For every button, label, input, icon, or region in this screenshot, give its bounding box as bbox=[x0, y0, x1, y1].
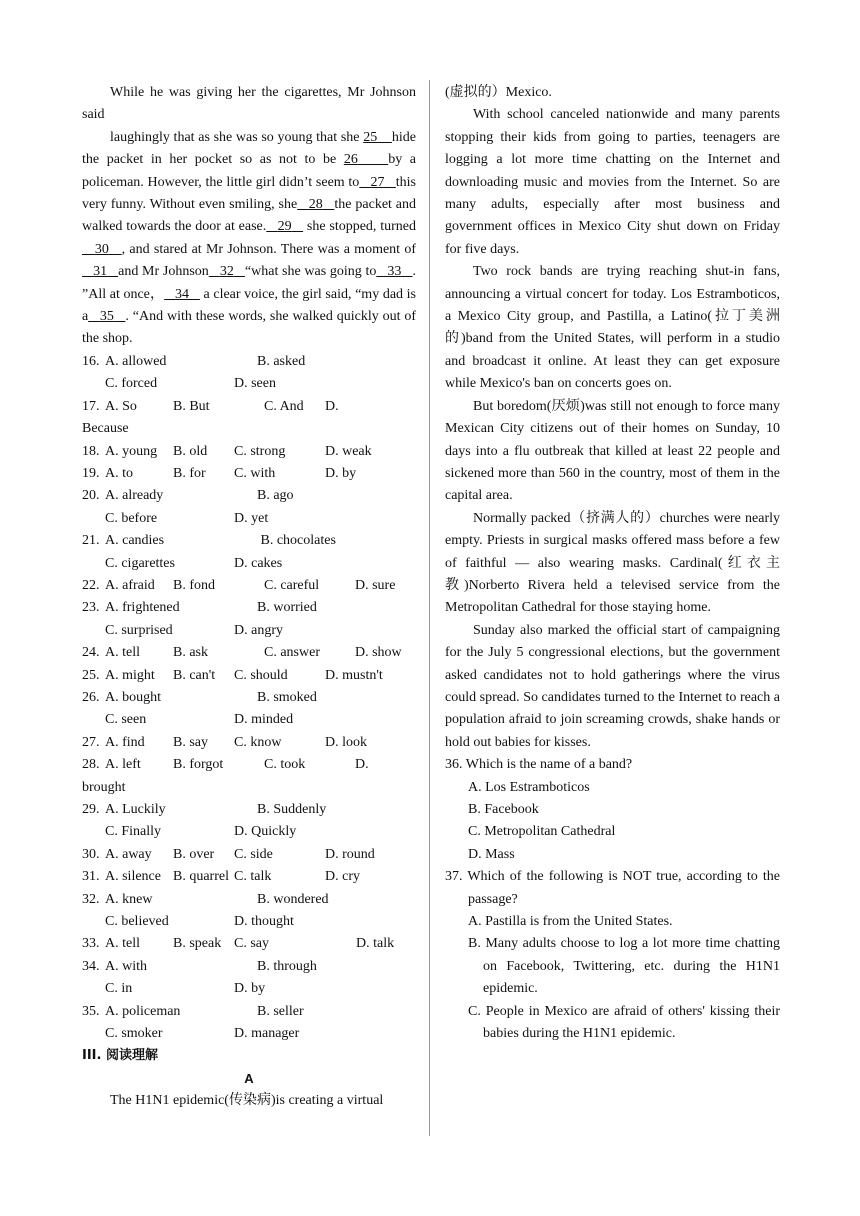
q36-option-b: B. Facebook bbox=[468, 802, 539, 817]
paragraph-4: Normally packed（挤满人的）churches were nearly empty. Priests in surgical masks offered mass before a few of faithful — also wearing masks. Cardinal(红衣主教)Norberto Rivera held a televised service from the Metropolitan Cathedral for those staying home. bbox=[445, 510, 780, 616]
question-28-wrap: brought bbox=[82, 779, 126, 795]
blank-35: 35 bbox=[99, 309, 114, 325]
question-29: 29. A. Luckily B. Suddenly bbox=[82, 802, 327, 817]
blank-33: 33 bbox=[387, 264, 402, 280]
question-21: 21. A. candies B. chocolates bbox=[82, 533, 336, 549]
question-20: 20. A. already B. ago bbox=[82, 488, 294, 504]
question-29-line2: C. Finally D. Quickly bbox=[105, 824, 297, 840]
question-23: 23. A. frightened B. worried bbox=[82, 600, 317, 616]
cloze-text: . “And with these words, she walked quickly out of the shop. bbox=[82, 309, 417, 347]
question-20-line2: C. before D. yet bbox=[105, 510, 269, 526]
option-b: B. asked bbox=[257, 353, 306, 369]
q37-option-c: C. People in Mexico are afraid of others' kissing their babies during the H1N1 epidemic. bbox=[468, 1003, 780, 1042]
question-31: 31. A. silence B. quarrel C. talk D. cry bbox=[82, 869, 360, 885]
question-35: 35. A. policeman B. seller bbox=[82, 1003, 304, 1019]
passage-line: While he was giving her the cigarettes, Mr Johnson said bbox=[82, 85, 416, 123]
passage-start: The H1N1 epidemic(传染病)is creating a virtual bbox=[110, 1093, 384, 1109]
cloze-text: by a policeman. However, the little girl didn’t seem to bbox=[82, 152, 417, 190]
question-34-line2: C. in D. by bbox=[105, 981, 266, 997]
cloze-text: a clear voice, the girl said, “my dad is a bbox=[82, 286, 416, 325]
left-column bbox=[82, 82, 416, 1113]
option-c: C. And bbox=[264, 398, 304, 414]
question-18: 18. A. young B. old C. strong D. weak bbox=[82, 443, 372, 459]
cloze-text: , and stared at Mr Johnson. There was a moment of bbox=[121, 241, 417, 257]
question-32-line2: C. believed D. thought bbox=[105, 914, 294, 930]
question-19: 19. A. to B. for C. with D. by bbox=[82, 465, 357, 481]
question-32: 32. A. knew B. wondered bbox=[82, 891, 329, 907]
question-27: 27. A. find B. say C. know D. look bbox=[82, 734, 367, 750]
option-d: D. seen bbox=[234, 376, 276, 392]
cloze-text: she stopped, turned bbox=[303, 219, 416, 235]
cloze-text: the packet and walked towards the door at ease. bbox=[82, 197, 417, 235]
paragraph-1: With school canceled nationwide and many parents stopping their kids from going to parties, teenagers are logging a lot more time chatting on the Internet and downloading music and movies from the Internet. So are many adults, especially after most business and government offices in Mexico City shut down on Friday for five days. bbox=[445, 107, 780, 257]
question-35-line2: C. smoker D. manager bbox=[105, 1026, 300, 1042]
option-b: B. But bbox=[173, 398, 210, 414]
question-16: 16. A. allowed B. asked bbox=[82, 351, 416, 373]
passage-label: A bbox=[244, 1070, 254, 1086]
cloze-paragraph bbox=[82, 127, 416, 351]
cloze-text: . ”All at once， bbox=[82, 264, 416, 302]
question-30: 30. A. away B. over C. side D. round bbox=[82, 846, 375, 862]
question-23-line2: C. surprised D. angry bbox=[105, 622, 283, 638]
blank-28: 28 bbox=[308, 197, 323, 213]
column-divider bbox=[429, 80, 430, 1136]
blank-34: 34 bbox=[175, 286, 190, 302]
question-37-stem: 37. Which of the following is NOT true, according to the passage? bbox=[445, 869, 780, 907]
question-17: 17. A. So B. But C. And D. bbox=[82, 396, 416, 418]
option-a: A. So bbox=[105, 398, 137, 414]
question-25: 25. A. might B. can't C. should D. mustn't bbox=[82, 667, 383, 683]
blank-26: 26 bbox=[343, 152, 358, 168]
question-21-line2: C. cigarettes D. cakes bbox=[105, 555, 283, 571]
blank-25: 25 bbox=[363, 129, 378, 145]
passage-continuation: (虚拟的）Mexico. bbox=[445, 85, 552, 100]
question-34: 34. A. with B. through bbox=[82, 958, 317, 974]
question-16-line2 bbox=[82, 373, 416, 395]
option-a: A. allowed bbox=[105, 353, 167, 369]
right-column bbox=[445, 82, 780, 1045]
question-17-wrap: Because bbox=[82, 421, 129, 437]
blank-32: 32 bbox=[219, 264, 234, 280]
option-d: D. bbox=[325, 398, 339, 414]
question-26: 26. A. bought B. smoked bbox=[82, 689, 317, 705]
cloze-text: this very funny. Without even smiling, she bbox=[82, 174, 417, 213]
blank-27: 27 bbox=[370, 174, 385, 190]
cloze-text: hide the packet in her pocket so as not to be bbox=[82, 129, 417, 168]
paragraph-2: Two rock bands are trying reaching shut-in fans, announcing a virtual concert for today. Los Estramboticos, a Mexico City group, and Pastilla, a Latino(拉丁美洲的)band from the United States, will perform in a studio and broadcast it online. At least they can get exposure while Mexico's ban on concerts goes on. bbox=[445, 264, 780, 392]
option-c: C. forced bbox=[105, 376, 158, 392]
section-title: III. 阅读理解 bbox=[82, 1048, 158, 1064]
question-26-line2: C. seen D. minded bbox=[105, 712, 294, 728]
paragraph-5: Sunday also marked the official start of campaigning for the July 5 congressional elections, but the government asked candidates not to hold gatherings where the virus could spread. So candidates turned to the Internet to reach a population afraid to join screaming crowds, shake hands or hold out babies for kisses. bbox=[445, 622, 780, 750]
paragraph-3: But boredom(厌烦)was still not enough to force many Mexican City citizens out of their homes on Sunday, 10 days into a flu outbreak that killed at least 22 people and sickened more than 560 in the country, most of them in the capital area. bbox=[445, 398, 780, 504]
blank-30: 30 bbox=[94, 241, 109, 257]
cloze-text: and Mr Johnson bbox=[118, 264, 209, 280]
question-28: 28. A. left B. forgot C. took D. bbox=[82, 757, 369, 773]
q37-option-a: A. Pastilla is from the United States. bbox=[468, 914, 673, 930]
q37-option-b: B. Many adults choose to log a lot more time chatting on Facebook, Twittering, etc. during the H1N1 epidemic. bbox=[468, 936, 780, 997]
passage-line: laughingly that as she was so young that she bbox=[110, 129, 360, 145]
cloze-text: “what she was going to bbox=[244, 264, 377, 280]
q36-option-a: A. Los Estramboticos bbox=[468, 779, 590, 795]
blank-29: 29 bbox=[277, 219, 292, 235]
question-24: 24. A. tell B. ask C. answer D. show bbox=[82, 645, 402, 661]
question-22: 22. A. afraid B. fond C. careful D. sure bbox=[82, 577, 396, 593]
blank-31: 31 bbox=[93, 264, 108, 280]
question-33: 33. A. tell B. speak C. say D. talk bbox=[82, 936, 395, 952]
question-36-stem: 36. Which is the name of a band? bbox=[445, 757, 633, 773]
q36-option-c: C. Metropolitan Cathedral bbox=[468, 824, 616, 840]
q36-option-d: D. Mass bbox=[468, 846, 515, 862]
